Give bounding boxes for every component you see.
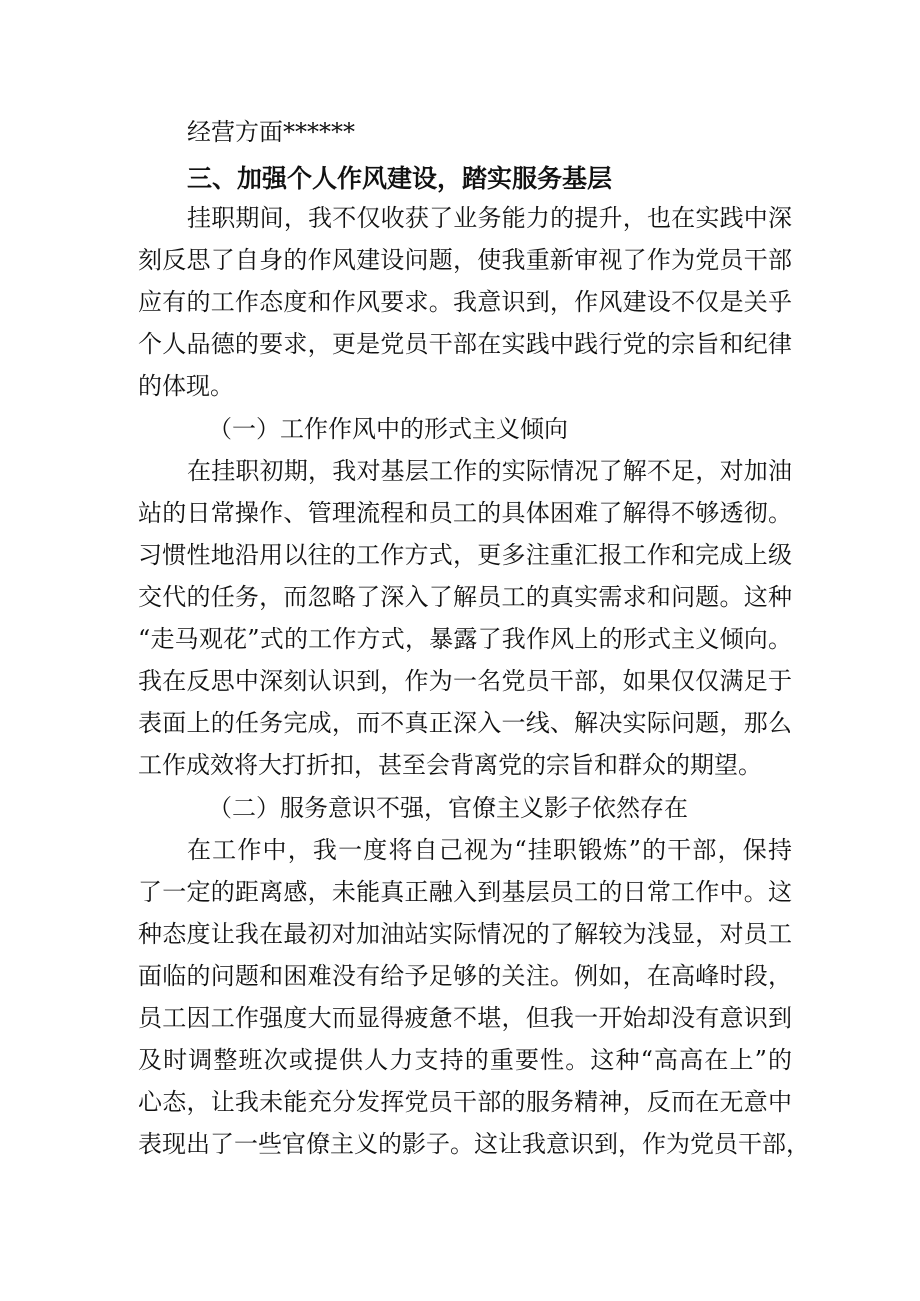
paragraph-line: 的体现。 — [138, 372, 234, 400]
paragraph-line: 个人品德的要求，更是党员干部在实践中践行党的宗旨和纪律 — [138, 330, 792, 358]
paragraph-line: 刻反思了自身的作风建设问题，使我重新审视了作为党员干部 — [138, 246, 792, 274]
paragraph-line: 挂职期间，我不仅收获了业务能力的提升，也在实践中深 — [187, 204, 792, 232]
paragraph-line: 在挂职初期，我对基层工作的实际情况了解不足，对加油 — [187, 457, 792, 485]
paragraph-line: 工作成效将大打折扣，甚至会背离党的宗旨和群众的期望。 — [138, 751, 762, 779]
paragraph-line: 种态度让我在最初对加油站实际情况的了解较为浅显，对员工 — [138, 920, 792, 948]
paragraph-line: 心态，让我未能充分发挥党员干部的服务精神，反而在无意中 — [138, 1088, 792, 1116]
paragraph-line: 及时调整班次或提供人力支持的重要性。这种“高高在上”的 — [138, 1046, 792, 1074]
paragraph-line: 我在反思中深刻认识到，作为一名党员干部，如果仅仅满足于 — [138, 667, 792, 695]
paragraph-line: 面临的问题和困难没有给予足够的关注。例如，在高峰时段， — [138, 962, 792, 990]
paragraph-line: 站的日常操作、管理流程和员工的具体困难了解得不够透彻。 — [138, 499, 792, 527]
paragraph-line: 了一定的距离感，未能真正融入到基层员工的日常工作中。这 — [138, 878, 792, 906]
top-line: 经营方面****** — [187, 118, 355, 146]
paragraph-line: 交代的任务，而忽略了深入了解员工的真实需求和问题。这种 — [138, 583, 792, 611]
paragraph-line: 应有的工作态度和作风要求。我意识到，作风建设不仅是关乎 — [138, 288, 792, 316]
paragraph-line: 习惯性地沿用以往的工作方式，更多注重汇报工作和完成上级 — [138, 541, 792, 569]
section-heading: 三、加强个人作风建设，踏实服务基层 — [187, 164, 613, 193]
paragraph-line: “走马观花”式的工作方式，暴露了我作风上的形式主义倾向。 — [138, 625, 792, 653]
subheading: （二）服务意识不强，官僚主义影子依然存在 — [208, 794, 688, 822]
paragraph-line: 在工作中，我一度将自己视为“挂职锻炼”的干部，保持 — [187, 836, 792, 864]
paragraph-line: 表面上的任务完成，而不真正深入一线、解决实际问题，那么 — [138, 709, 792, 737]
subheading: （一）工作作风中的形式主义倾向 — [208, 415, 568, 443]
paragraph-line: 表现出了一些官僚主义的影子。这让我意识到，作为党员干部， — [138, 1130, 810, 1158]
paragraph-line: 员工因工作强度大而显得疲惫不堪，但我一开始却没有意识到 — [138, 1004, 792, 1032]
